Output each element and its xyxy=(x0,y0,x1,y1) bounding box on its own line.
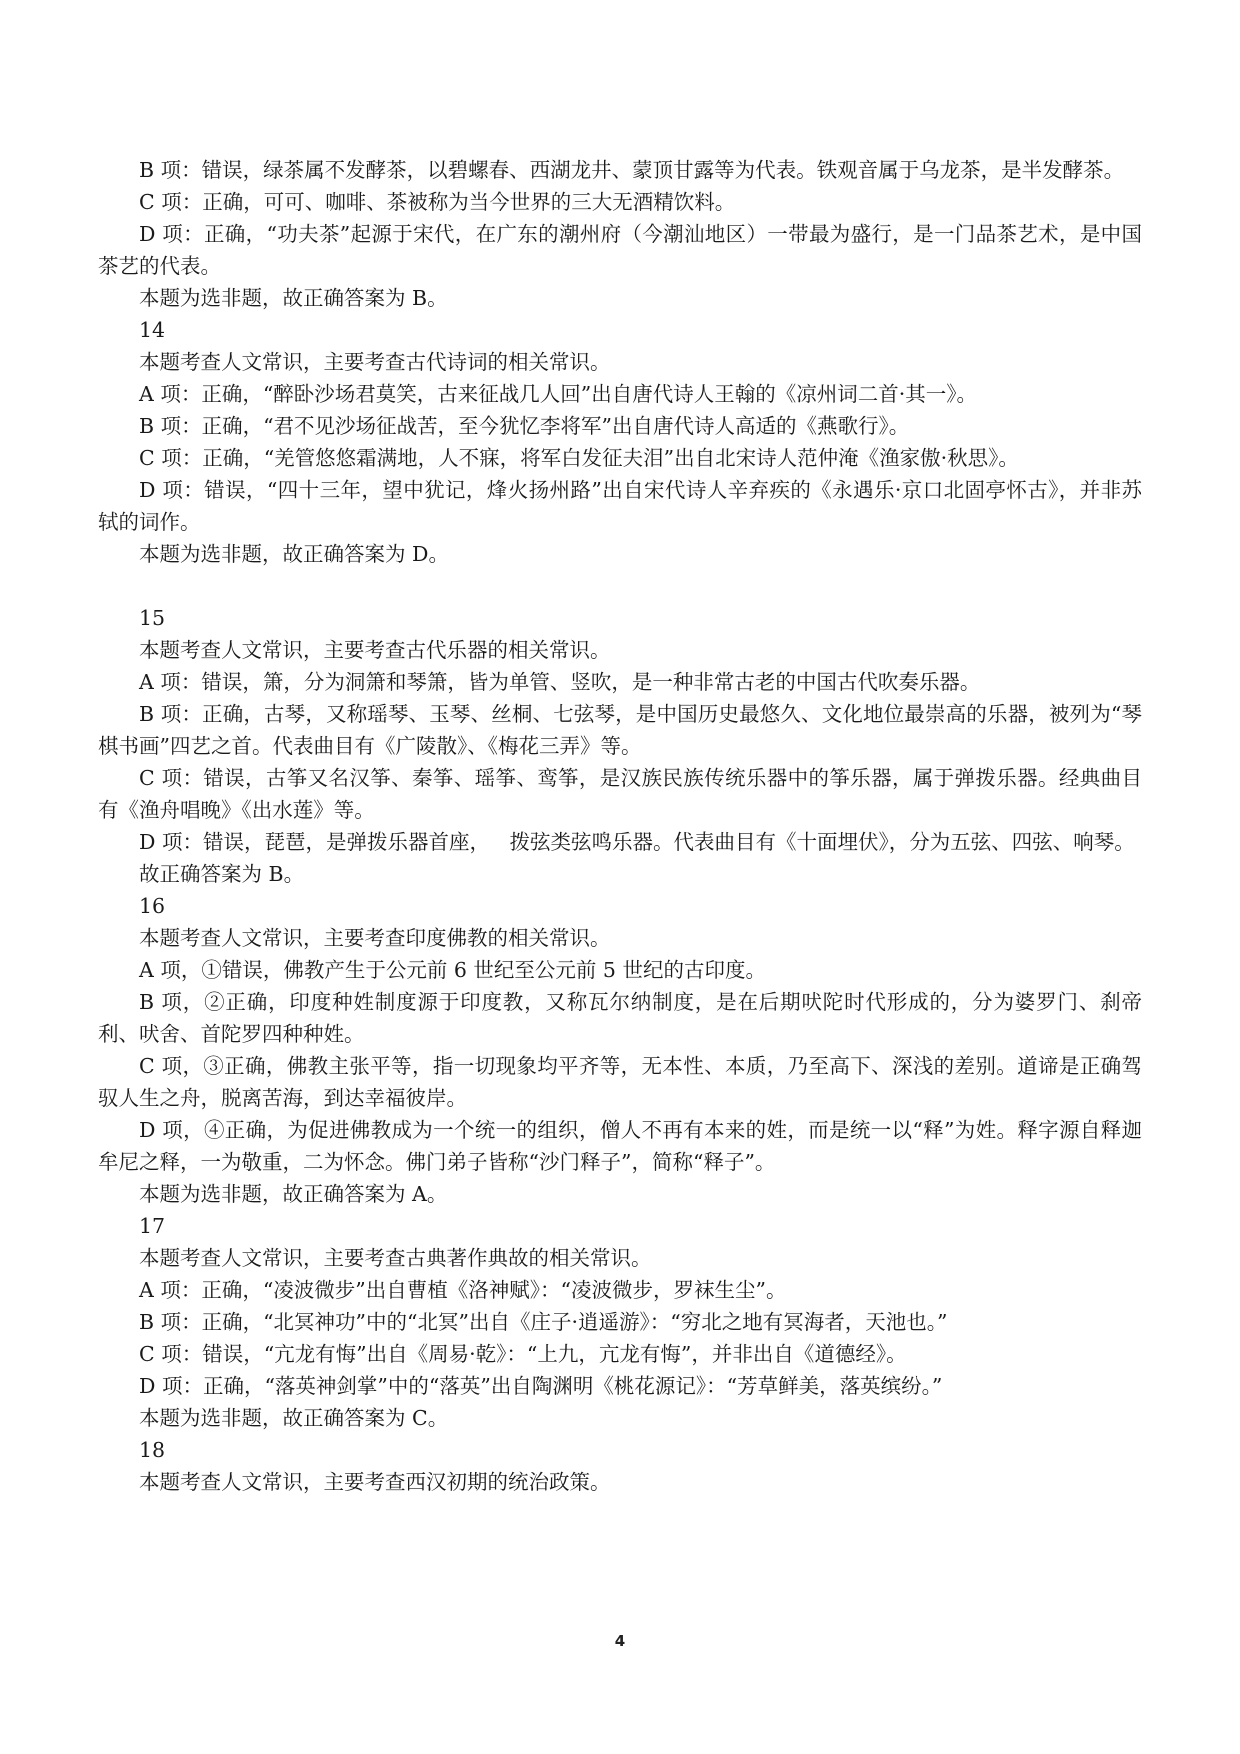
q17-answer: 本题为选非题，故正确答案为 C。 xyxy=(139,1406,449,1430)
page-number: 4 xyxy=(614,1632,626,1650)
blank-line xyxy=(98,570,1142,602)
question-number-17: 17 xyxy=(139,1214,166,1238)
question-number-14: 14 xyxy=(139,318,166,342)
q13-option-b: B 项：错误，绿茶属不发酵茶，以碧螺春、西湖龙井、蒙顶甘露等为代表。铁观音属于乌龙茶，是半发酵茶。 xyxy=(139,158,1125,182)
q16-option-b: B 项，②正确，印度种姓制度源于印度教，又称瓦尔纳制度，是在后期吠陀时代形成的，分为婆罗门、刹帝利、吠舍、首陀罗四种种姓。 xyxy=(98,990,1142,1046)
q14-option-d: D 项：错误，“四十三年，望中犹记，烽火扬州路”出自宋代诗人辛弃疾的《永遇乐·京口北固亭怀古》，并非苏轼的词作。 xyxy=(98,478,1142,534)
document-body xyxy=(98,154,1142,1498)
q16-option-c: C 项，③正确，佛教主张平等，指一切现象均平齐等，无本性、本质，乃至高下、深浅的差别。道谛是正确驾驭人生之舟，脱离苦海，到达幸福彼岸。 xyxy=(98,1054,1142,1110)
q15-option-b: B 项：正确，古琴，又称瑶琴、玉琴、丝桐、七弦琴，是中国历史最悠久、文化地位最崇高的乐器，被列为“琴棋书画”四艺之首。代表曲目有《广陵散》、《梅花三弄》等。 xyxy=(98,702,1142,758)
question-number-15: 15 xyxy=(139,606,166,630)
q17-option-b: B 项：正确，“北冥神功”中的“北冥”出自《庄子·逍遥游》：“穷北之地有冥海者，天池也。” xyxy=(139,1310,948,1334)
q17-option-a: A 项：正确，“凌波微步”出自曹植《洛神赋》：“凌波微步，罗袜生尘”。 xyxy=(139,1278,787,1302)
q17-option-d: D 项：正确，“落英神剑掌”中的“落英”出自陶渊明《桃花源记》：“芳草鲜美，落英缤纷。” xyxy=(139,1374,943,1398)
q15-option-d: D 项：错误，琵琶，是弹拨乐器首座， 拨弦类弦鸣乐器。代表曲目有《十面埋伏》，分为五弦、四弦、响琴。 xyxy=(139,830,1135,854)
q16-answer: 本题为选非题，故正确答案为 A。 xyxy=(139,1182,448,1206)
q18-topic: 本题考查人文常识，主要考查西汉初期的统治政策。 xyxy=(139,1470,611,1494)
question-number-18: 18 xyxy=(139,1438,166,1462)
q15-option-a: A 项：错误，箫，分为洞箫和琴箫，皆为单管、竖吹，是一种非常古老的中国古代吹奏乐器。 xyxy=(139,670,981,694)
q14-option-c: C 项：正确，“羌管悠悠霜满地，人不寐，将军白发征夫泪”出自北宋诗人范仲淹《渔家傲·秋思》。 xyxy=(139,446,1019,470)
q15-answer: 故正确答案为 B。 xyxy=(139,862,305,886)
q13-answer: 本题为选非题，故正确答案为 B。 xyxy=(139,286,448,310)
q15-topic: 本题考查人文常识，主要考查古代乐器的相关常识。 xyxy=(139,638,611,662)
q16-option-a: A 项，①错误，佛教产生于公元前 6 世纪至公元前 5 世纪的古印度。 xyxy=(139,958,766,982)
q15-option-c: C 项：错误，古筝又名汉筝、秦筝、瑶筝、鸾筝，是汉族民族传统乐器中的筝乐器，属于弹拨乐器。经典曲目有《渔舟唱晚》《出水莲》等。 xyxy=(98,766,1142,822)
question-number-16: 16 xyxy=(139,894,166,918)
q17-option-c: C 项：错误，“亢龙有悔”出自《周易·乾》：“上九，亢龙有悔”，并非出自《道德经》。 xyxy=(139,1342,907,1366)
q14-topic: 本题考查人文常识，主要考查古代诗词的相关常识。 xyxy=(139,350,611,374)
q16-topic: 本题考查人文常识，主要考查印度佛教的相关常识。 xyxy=(139,926,611,950)
q13-option-d: D 项：正确，“功夫茶”起源于宋代，在广东的潮州府（今潮汕地区）一带最为盛行，是一门品茶艺术，是中国茶艺的代表。 xyxy=(98,222,1142,278)
q13-option-c: C 项：正确，可可、咖啡、茶被称为当今世界的三大无酒精饮料。 xyxy=(139,190,736,214)
q17-topic: 本题考查人文常识，主要考查古典著作典故的相关常识。 xyxy=(139,1246,652,1270)
q16-option-d: D 项，④正确，为促进佛教成为一个统一的组织，僧人不再有本来的姓，而是统一以“释”为姓。释字源自释迦牟尼之释，一为敬重，二为怀念。佛门弟子皆称“沙门释子”，简称“释子”。 xyxy=(98,1118,1142,1174)
q14-option-a: A 项：正确，“醉卧沙场君莫笑，古来征战几人回”出自唐代诗人王翰的《凉州词二首·其一》。 xyxy=(139,382,978,406)
q14-answer: 本题为选非题，故正确答案为 D。 xyxy=(139,542,449,566)
q14-option-b: B 项：正确，“君不见沙场征战苦，至今犹忆李将军”出自唐代诗人高适的《燕歌行》。 xyxy=(139,414,910,438)
